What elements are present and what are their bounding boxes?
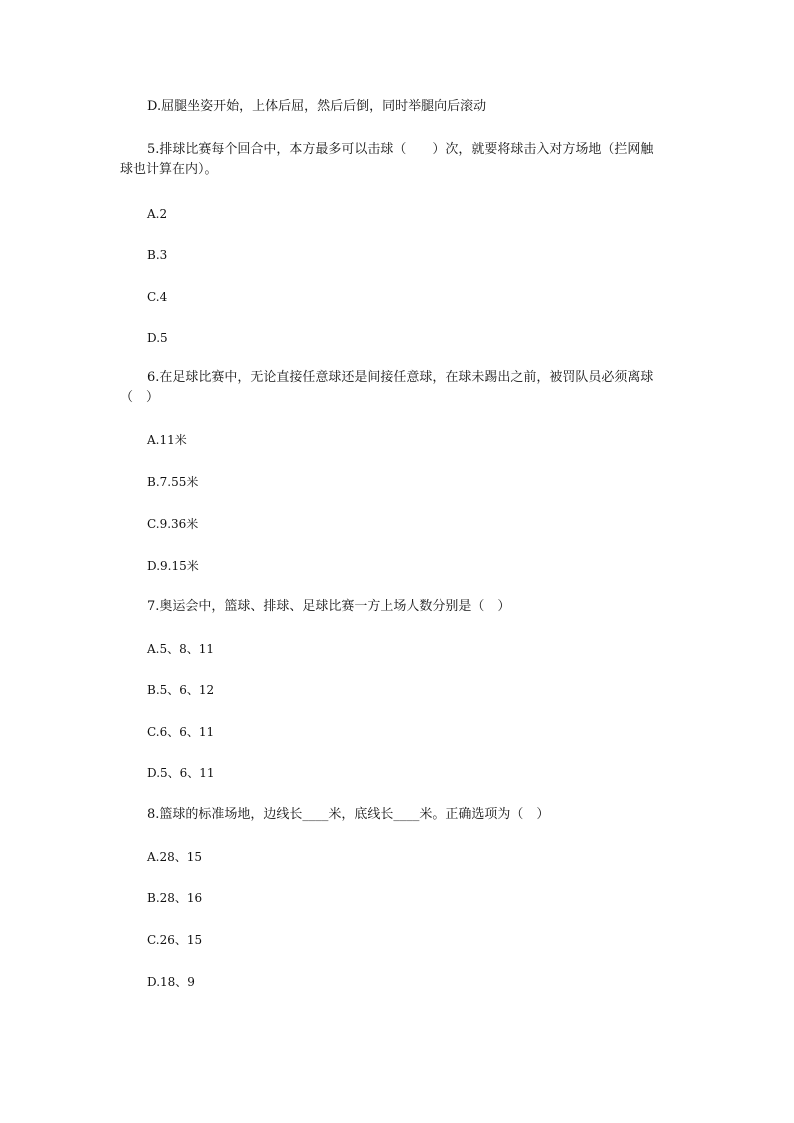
q5-option-b: B.3 <box>147 248 168 262</box>
q7-option-c: C.6、6、11 <box>147 725 215 739</box>
q7-option-b: B.5、6、12 <box>147 683 215 697</box>
q8-option-d: D.18、9 <box>147 975 195 989</box>
q6-option-d: D.9.15米 <box>147 559 199 573</box>
q5-option-c: C.4 <box>147 290 168 304</box>
q8-text: 8.篮球的标准场地，边线长____米，底线长____米。正确选项为（ ） <box>147 807 550 822</box>
q6-option-c: C.9.36米 <box>147 517 199 531</box>
q5-option-a: A.2 <box>147 207 168 221</box>
q6-text: 6.在足球比赛中，无论直接任意球还是间接任意球，在球未踢出之前，被罚队员必须离球（ ） <box>120 370 654 405</box>
q7-option-a: A.5、8、11 <box>147 642 215 656</box>
q6-option-b: B.7.55米 <box>147 475 199 489</box>
q8-option-b: B.28、16 <box>147 891 203 905</box>
q4-option-d: D.屈腿坐姿开始，上体后屈，然后后倒，同时举腿向后滚动 <box>147 99 487 114</box>
q8-option-a: A.28、15 <box>147 850 203 864</box>
q8-option-c: C.26、15 <box>147 933 203 947</box>
q7-option-d: D.5、6、11 <box>147 766 215 780</box>
q5-option-d: D.5 <box>147 331 168 345</box>
q5-text: 5.排球比赛每个回合中，本方最多可以击球（ ）次，就要将球击入对方场地（拦网触球也计算在内）。 <box>120 142 654 177</box>
q7-text: 7.奥运会中，篮球、排球、足球比赛一方上场人数分别是（ ） <box>147 599 511 614</box>
q6-option-a: A.11米 <box>147 433 187 447</box>
